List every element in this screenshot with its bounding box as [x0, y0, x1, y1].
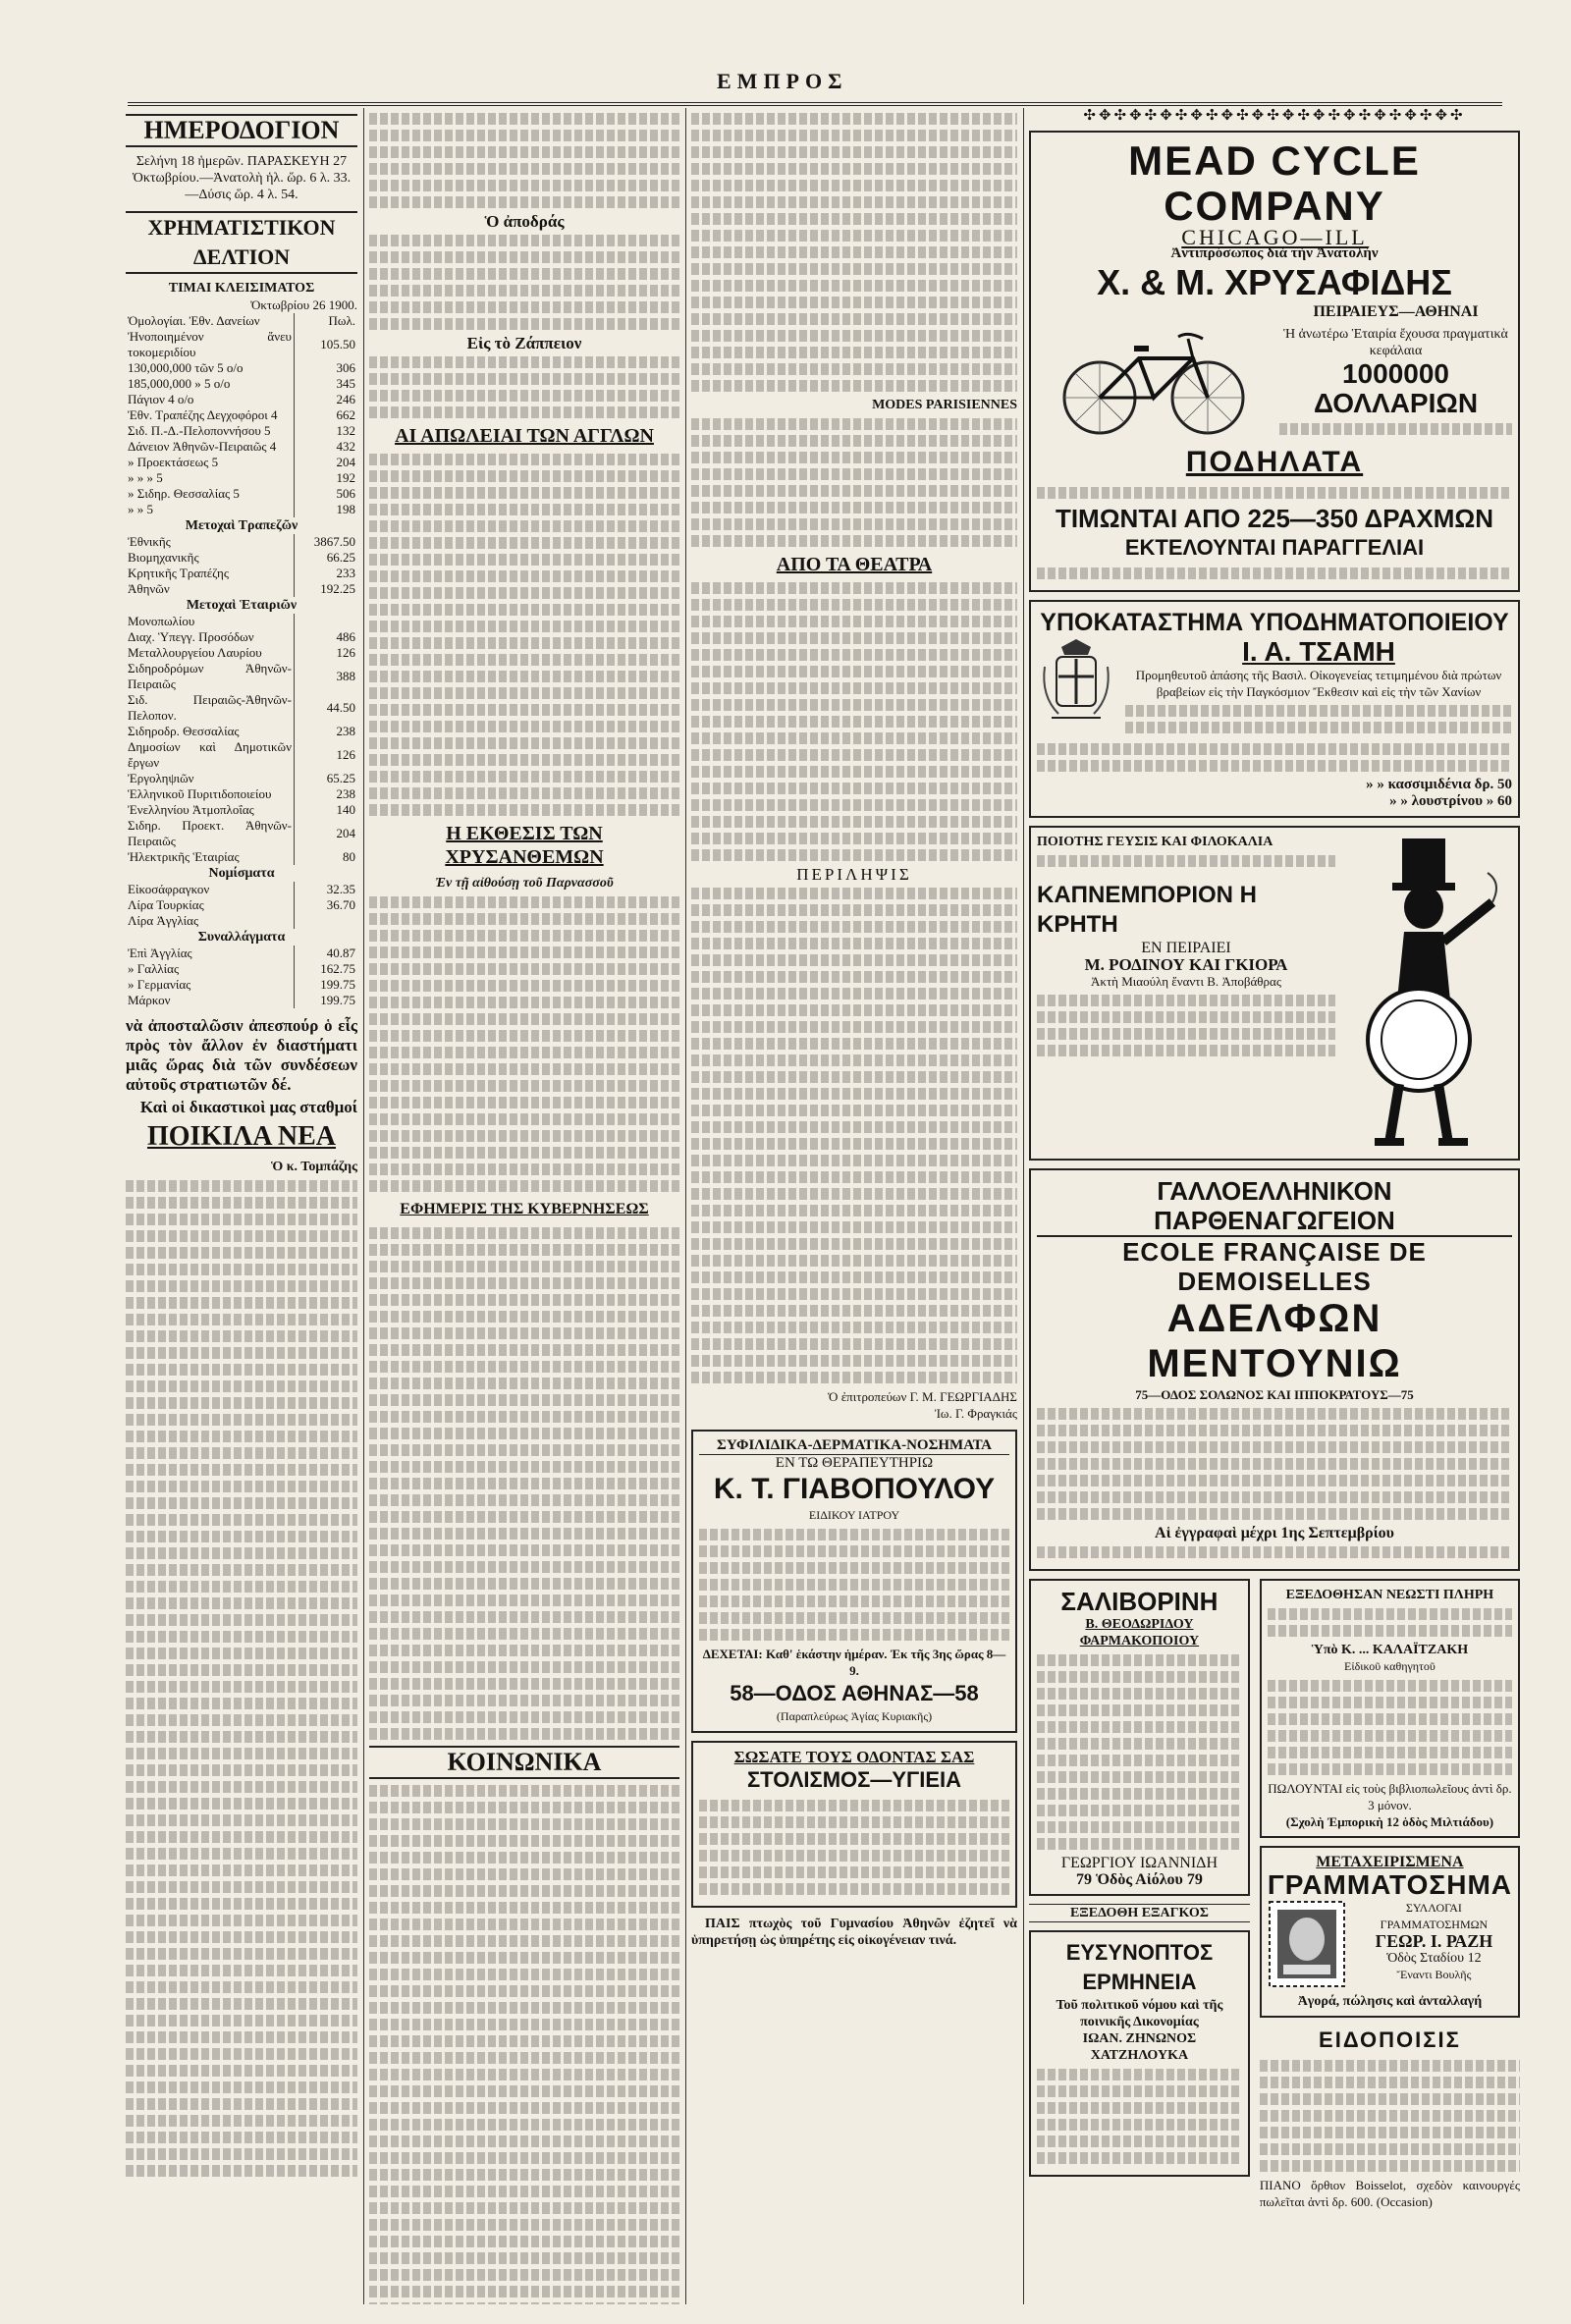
row-label: Βιομηχανικῆς: [128, 550, 199, 565]
row-label: Σιδηροδρ. Θεσσαλίας: [128, 724, 240, 738]
exchange-table: [126, 946, 357, 1008]
pharmacy-title: ΣΑΛΙΒΟΡΙΝΗ: [1060, 1587, 1219, 1616]
company-shares-table: [126, 614, 357, 865]
mead-cycle-ad: [1029, 131, 1520, 592]
row-label: Δάνειον Ἀθηνῶν-Πειραιῶς 4: [128, 439, 277, 454]
shoe-title: ΥΠΟΚΑΤΑΣΤΗΜΑ ΥΠΟΔΗΜΑΤΟΠΟΙΕΙΟΥ: [1040, 609, 1509, 636]
row-label: Ἐπὶ Ἀγγλίας: [128, 946, 192, 960]
judges-heading: Καὶ οἱ δικαστικοὶ μας σταθμοί: [139, 1098, 357, 1116]
shoe-price-2: » » λουστρίνου » 60: [1389, 793, 1512, 809]
row-value: [295, 614, 358, 629]
table-row: [126, 423, 357, 439]
doctor-specialty: ΕΙΔΙΚΟΥ ΙΑΤΡΟΥ: [808, 1508, 900, 1522]
market-date: Ὀκτωβρίου 26 1900.: [250, 297, 357, 312]
signature-name: Ἰω. Γ. Φραγκιάς: [934, 1406, 1017, 1421]
books-author: Ὑπὸ Κ. ... ΚΑΛΑΪΤΖΑΚΗ: [1311, 1643, 1469, 1657]
tobacco-address: Ἀκτὴ Μιαούλη ἔναντι Β. Ἀποβάθρας: [1091, 974, 1281, 989]
doctor-ad-sub: ΕΝ ΤΩ ΘΕΡΑΠΕΥΤΗΡΙΩ: [775, 1455, 934, 1471]
row-value: 199.75: [295, 993, 358, 1008]
table-row: [126, 977, 357, 993]
shoe-ad: [1029, 600, 1520, 818]
mead-capital: 1000000 ΔΟΛΛΑΡΙΩΝ: [1313, 358, 1479, 418]
section-chrysanthemum: Η ΕΚΘΕΣΙΣ ΤΩΝ ΧΡΥΣΑΝΘΕΜΩΝ: [445, 823, 604, 868]
masthead: [128, 69, 1502, 106]
varia-subtitle: Ὁ κ. Τομπάζης: [271, 1160, 357, 1174]
row-value: 246: [295, 392, 358, 407]
row-label: 185,000,000 » 5 ο/ο: [128, 376, 231, 391]
row-value: Πωλ.: [295, 313, 358, 329]
row-value: 126: [295, 739, 358, 771]
row-label: Ἀθηνῶν: [128, 581, 170, 596]
row-label: Μεταλλουργείου Λαυρίου: [128, 645, 262, 660]
company-shares-heading: Μετοχαὶ Ἑταιριῶν: [186, 598, 298, 613]
table-row: [126, 771, 357, 786]
teeth-title: ΣΩΣΑΤΕ ΤΟΥΣ ΟΔΟΝΤΑΣ ΣΑΣ: [733, 1748, 975, 1766]
row-value: 192: [295, 470, 358, 486]
row-label: Ἠλεκτρικῆς Ἑταιρίας: [128, 849, 240, 864]
notice-text: νὰ ἀποσταλῶσιν ἀπεσπούρ ὁ εἷς πρὸς τὸν ἄλλον ἐν διαστήματι μιᾶς ὥρας διὰ τῶν συνδέσεων αὐτοῦς στρατιωτῶν δέ.: [126, 1016, 357, 1094]
table-row: [126, 802, 357, 818]
section-british-losses: ΑΙ ΑΠΩΛΕΙΑΙ ΤΩΝ ΑΓΓΛΩΝ: [395, 425, 654, 447]
row-label: Ἐνελληνίου Ἀτμοπλοΐας: [128, 802, 254, 817]
shoe-text: Προμηθευτοῦ ἁπάσης τῆς Βασιλ. Οἰκογενείας τετιμημένου διὰ πρώτων βραβείων εἰς τὴν Παγκόσμιον Ἔκθεσιν καὶ εἰς τὴν τῶν Χανίων: [1135, 668, 1502, 699]
teeth-ad: [691, 1741, 1017, 1908]
section-theatres: ΑΠΟ ΤΑ ΘΕΑΤΡΑ: [776, 554, 933, 575]
table-row: [126, 724, 357, 739]
table-row: [126, 849, 357, 865]
translation-sub: Τοῦ πολιτικοῦ νόμου καὶ τῆς ποινικῆς Δικονομίας: [1056, 1998, 1223, 2029]
translation-ad: [1029, 1930, 1250, 2177]
row-value: 192.25: [295, 581, 358, 597]
row-label: » Προεκτάσεως 5: [128, 455, 219, 469]
mead-place: ΠΕΙΡΑΙΕΥΣ—ΑΘΗΝΑΙ: [1313, 303, 1479, 320]
pharmacy-owner: ΓΕΩΡΓΙΟΥ ΙΩΑΝΝΙΔΗ: [1060, 1855, 1219, 1871]
table-row: [126, 439, 357, 455]
table-row: [126, 470, 357, 486]
teeth-subtitle: ΣΤΟΛΙΣΜΟΣ—ΥΓΙΕΙΑ: [746, 1767, 962, 1792]
pharmacy-address: 79 Ὁδὸς Αἰόλου 79: [1076, 1871, 1203, 1888]
mead-firm: Χ. & Μ. ΧΡΥΣΑΦΙΔΗΣ: [1097, 262, 1452, 302]
mead-price: ΤΙΜΩΝΤΑΙ ΑΠΟ 225—350 ΔΡΑΧΜΩΝ: [1055, 504, 1494, 533]
row-value: 233: [295, 566, 358, 581]
varia-title: ΠΟΙΚΙΛΑ ΝΕΑ: [147, 1121, 336, 1152]
row-label: Ὁμολογίαι. Ἐθν. Δανείων: [128, 313, 260, 328]
stamps-address-2: Ἔναντι Βουλῆς: [1396, 1968, 1472, 1981]
column-rule: [685, 108, 686, 2304]
row-label: Δημοσίων καὶ Δημοτικῶν ἔργων: [128, 739, 292, 770]
school-ad: [1029, 1168, 1520, 1571]
row-label: Σιδηρ. Προεκτ. Ἀθηνῶν-Πειραιῶς: [128, 818, 292, 848]
table-row: [126, 897, 357, 913]
exchange-heading: Συναλλάγματα: [197, 930, 286, 945]
currency-table: [126, 882, 357, 929]
table-row: [126, 407, 357, 423]
ornament-border: ✣✥✣✥✣✥✣✥✣✥✣✥✣✥✣✥✣✥✣✥✣✥✣✥✣: [1083, 108, 1466, 124]
stamps-title: ΜΕΤΑΧΕΙΡΙΣΜΕΝΑ: [1316, 1854, 1464, 1870]
tobacco-intro: ΠΟΙΟΤΗΣ ΓΕΥΣΙΣ ΚΑΙ ΦΙΛΟΚΑΛΙΑ: [1037, 835, 1273, 849]
table-row: [126, 614, 357, 629]
table-row: [126, 629, 357, 645]
table-row: [126, 818, 357, 849]
books-school: (Σχολὴ Ἐμπορικὴ 12 ὁδὸς Μιλτιάδου): [1285, 1814, 1494, 1829]
section-social: ΚΟΙΝΩΝΙΚΑ: [369, 1746, 679, 1779]
drummer-illustration: [1345, 834, 1512, 1148]
stamps-shop: ΣΥΛΛΟΓΑΙ ΓΡΑΜΜΑΤΟΣΗΜΩΝ: [1380, 1901, 1489, 1931]
guardian-name: Ὁ ἐπιτροπεύων Γ. Μ. ΓΕΩΡΓΙΑΔΗΣ: [828, 1389, 1017, 1404]
row-label: Ἐργοληψιῶν: [128, 771, 194, 785]
shoe-name: Ι. Α. ΤΣΑΜΗ: [1242, 636, 1395, 667]
piano-notice: ΠΙΑΝΟ ὄρθιον Boisselot, σχεδὸν καινουργές πωλεῖται ἀντὶ δρ. 600. (Occasion): [1259, 2178, 1520, 2209]
row-value: 238: [295, 786, 358, 802]
chrysanthemum-sub: Ἐν τῇ αἰθούσῃ τοῦ Παρνασσοῦ: [435, 876, 614, 891]
zappeion-heading: Εἰς τὸ Ζάππειον: [466, 334, 582, 352]
mead-cycles: ΠΟΔΗΛΑΤΑ: [1185, 446, 1364, 478]
school-address: 75—ΟΔΟΣ ΣΟΛΩΝΟΣ ΚΑΙ ΙΠΠΟΚΡΑΤΟΥΣ—75: [1135, 1387, 1414, 1402]
row-label: Σιδ. Πειραιῶς-Ἀθηνῶν-Πελοπον.: [128, 692, 292, 723]
mead-title: MEAD CYCLE COMPANY: [1128, 137, 1421, 229]
currency-heading: Νομίσματα: [208, 866, 275, 881]
row-value: 204: [295, 455, 358, 470]
row-label: Λίρα Τουρκίας: [128, 897, 204, 912]
table-row: [126, 329, 357, 360]
market-subtitle: ΤΙΜΑΙ ΚΛΕΙΣΙΜΑΤΟΣ: [168, 281, 315, 296]
row-value: 388: [295, 661, 358, 692]
row-label: Πάγιον 4 ο/ο: [128, 392, 194, 406]
notices-title: ΕΙΔΟΠΟΙΣΙΣ: [1319, 2027, 1461, 2052]
row-label: Διαχ. Ὑπεγγ. Προσόδων: [128, 629, 254, 644]
row-label: Σιδ. Π.-Δ.-Πελοποννήσου 5: [128, 423, 271, 438]
table-row: [126, 692, 357, 724]
row-label: » Γερμανίας: [128, 977, 191, 992]
row-label: Λίρα Ἀγγλίας: [128, 913, 199, 928]
stamps-address: Ὁδὸς Σταδίου 12: [1386, 1951, 1482, 1966]
shoe-price-1: » » κασσιμιδένια δρ. 50: [1366, 777, 1512, 792]
row-value: 140: [295, 802, 358, 818]
section-summary: ΠΕΡΙΛΗΨΙΣ: [796, 865, 912, 884]
row-value: 44.50: [295, 692, 358, 724]
masthead-title: ΕΜΠΡΟΣ: [717, 69, 848, 93]
row-label: » » » 5: [128, 470, 163, 485]
row-label: Εἰκοσάφραγκον: [128, 882, 210, 896]
tobacco-title: ΚΑΠΝΕΜΠΟΡΙΟΝ Η ΚΡΗΤΗ: [1037, 882, 1258, 938]
row-value: 198: [295, 502, 358, 517]
doctor-ad-title: ΣΥΦΙΛΙΔΙΚΑ-ΔΕΡΜΑΤΙΚΑ-ΝΟΣΗΜΑΤΑ: [699, 1437, 1009, 1455]
row-value: 199.75: [295, 977, 358, 993]
row-value: 486: [295, 629, 358, 645]
row-label: Μονοπωλίου: [128, 614, 195, 628]
row-label: Ἐθνικῆς: [128, 534, 171, 549]
row-label: Ἑλληνικοῦ Πυριτιδοποιείου: [128, 786, 272, 801]
doctor-ad: [691, 1430, 1017, 1733]
school-name: ΑΔΕΛΦΩΝ ΜΕΝΤΟΥΝΙΩ: [1147, 1297, 1402, 1385]
almanac-text: Σελήνη 18 ἡμερῶν. ΠΑΡΑΣΚΕΥΗ 27 Ὀκτωβρίου.—Ἀνατολὴ ἡλ. ὥρ. 6 λ. 33.—Δύσις ὥρ. 4 λ. 54.: [132, 154, 352, 202]
table-row: [126, 993, 357, 1008]
row-label: Ἠνοποιημένον ἄνευ τοκομεριδίου: [128, 329, 292, 359]
published-now: ΕΞΕΔΟΘΗ ΕΞΑΓΚΟΣ: [1029, 1904, 1250, 1922]
row-value: 65.25: [295, 771, 358, 786]
row-label: Κρητικῆς Τραπέζης: [128, 566, 229, 580]
table-row: [126, 913, 357, 929]
row-label: 130,000,000 τῶν 5 ο/ο: [128, 360, 244, 375]
mead-capital-text: Ἡ ἀνωτέρω Ἑταιρία ἔχουσα πραγματικὰ κεφάλαια: [1283, 327, 1508, 358]
table-row: [126, 360, 357, 376]
school-french: ECOLE FRANÇAISE DE DEMOISELLES: [1122, 1237, 1427, 1296]
column-2: [369, 108, 679, 2304]
column-3: [691, 108, 1017, 2304]
doctor-address-note: (Παραπλεύρως Ἁγίας Κυριακῆς): [776, 1709, 933, 1723]
row-value: 306: [295, 360, 358, 376]
row-value: 662: [295, 407, 358, 423]
table-row: [126, 455, 357, 470]
stamps-trade: Ἀγορά, πώλησις καὶ ἀνταλλαγή: [1297, 1994, 1483, 2009]
row-value: 36.70: [295, 897, 358, 913]
row-value: 80: [295, 849, 358, 865]
row-value: 132: [295, 423, 358, 439]
column-rule: [1023, 108, 1024, 2304]
table-row: [126, 566, 357, 581]
table-row: [126, 502, 357, 517]
row-label: Μάρκον: [128, 993, 171, 1007]
table-row: [126, 946, 357, 961]
books-sub: Εἰδικοῦ καθηγητοῦ: [1344, 1659, 1436, 1673]
market-title: ΧΡΗΜΑΤΙΣΤΙΚΟΝ ΔΕΛΤΙΟΝ: [126, 211, 357, 274]
column-rule: [363, 108, 364, 2304]
bond-table: [126, 313, 357, 517]
stamps-owner: ΓΕΩΡ. Ι. ΡΑΖΗ: [1375, 1931, 1493, 1951]
translation-title: ΕΥΣΥΝΟΠΤΟΣ ΕΡΜΗΝΕΙΑ: [1065, 1940, 1214, 1994]
section-gazette: ΕΦΗΜΕΡΙΣ ΤΗΣ ΚΥΒΕΡΝΗΣΕΩΣ: [400, 1201, 649, 1217]
translation-author: ΙΩΑΝ. ΖΗΝΩΝΟΣ ΧΑΤΖΗΛΟΥΚΑ: [1082, 2031, 1197, 2063]
table-row: [126, 961, 357, 977]
table-row: [126, 645, 357, 661]
school-registration: Αἱ ἐγγραφαὶ μέχρι 1ης Σεπτεμβρίου: [1155, 1525, 1394, 1541]
table-row: [126, 786, 357, 802]
row-value: 506: [295, 486, 358, 502]
row-value: 432: [295, 439, 358, 455]
pharmacy-ad: [1029, 1579, 1250, 1896]
table-row: [126, 661, 357, 692]
pharmacy-name: Β. ΘΕΟΔΩΡΙΔΟΥ ΦΑΡΜΑΚΟΠΟΙΟΥ: [1079, 1617, 1200, 1648]
doctor-name: Κ. Τ. ΓΙΑΒΟΠΟΥΛΟΥ: [713, 1473, 996, 1505]
row-value: 345: [295, 376, 358, 392]
table-row: [126, 313, 357, 329]
row-value: [295, 913, 358, 929]
bank-shares-table: [126, 534, 357, 597]
row-value: 66.25: [295, 550, 358, 566]
tobacco-owner: Μ. ΡΟΔΙΝΟΥ ΚΑΙ ΓΚΙΟΡΑ: [1084, 955, 1288, 974]
stamps-ad: [1260, 1846, 1520, 2018]
column-4: [1029, 108, 1520, 2304]
escape-heading: Ὁ ἀποδράς: [484, 212, 565, 231]
table-row: [126, 882, 357, 897]
royal-crest-icon: [1037, 637, 1115, 726]
almanac-title: ΗΜΕΡΟΔΟΓΙΟΝ: [126, 114, 357, 147]
table-row: [126, 739, 357, 771]
row-label: Σιδηροδρόμων Ἀθηνῶν-Πειραιῶς: [128, 661, 292, 691]
bicycle-illustration: [1056, 309, 1252, 437]
doctor-hours: ΔΕΧΕΤΑΙ: Καθ' ἑκάστην ἡμέραν. Ἐκ τῆς 3ης ὥρας 8—9.: [702, 1647, 1006, 1678]
row-value: 40.87: [295, 946, 358, 961]
tobacco-ad: [1029, 826, 1520, 1161]
tobacco-place: ΕΝ ΠΕΙΡΑΙΕΙ: [1141, 940, 1231, 956]
mead-city: CHICAGO—ILL: [1181, 225, 1368, 249]
row-label: » » 5: [128, 502, 153, 516]
books-price: ΠΩΛΟΥΝΤΑΙ εἰς τοὺς βιβλιοπωλεῖους ἀντὶ δρ. 3 μόνον.: [1268, 1781, 1512, 1812]
school-title: ΓΑΛΛΟΕΛΛΗΝΙΚΟΝ ΠΑΡΘΕΝΑΓΩΓΕΙΟΝ: [1037, 1176, 1512, 1237]
books-ad: [1260, 1579, 1520, 1838]
table-row: [126, 376, 357, 392]
row-label: » Γαλλίας: [128, 961, 180, 976]
row-value: 105.50: [295, 329, 358, 360]
table-row: [126, 486, 357, 502]
row-label: » Σιδηρ. Θεσσαλίας 5: [128, 486, 240, 501]
mead-orders: ΕΚΤΕΛΟΥΝΤΑΙ ΠΑΡΑΓΓΕΛΙΑΙ: [1124, 535, 1425, 560]
row-value: 162.75: [295, 961, 358, 977]
bank-shares-heading: Μετοχαὶ Τραπεζῶν: [185, 518, 298, 533]
table-row: [126, 550, 357, 566]
table-row: [126, 534, 357, 550]
row-label: Ἐθν. Τραπέζης Δεγχοφόροι 4: [128, 407, 278, 422]
doctor-address: 58—ΟΔΟΣ ΑΘΗΝΑΣ—58: [730, 1681, 979, 1705]
row-value: 204: [295, 818, 358, 849]
modes-parisiennes: MODES PARISIENNES: [872, 398, 1017, 412]
stamps-main: ΓΡΑΜΜΑΤΟΣΗΜΑ: [1267, 1869, 1512, 1900]
row-value: 238: [295, 724, 358, 739]
stamp-illustration: [1268, 1900, 1346, 1988]
row-value: 126: [295, 645, 358, 661]
row-value: 32.35: [295, 882, 358, 897]
table-row: [126, 392, 357, 407]
column-1: [126, 108, 357, 2304]
row-value: 3867.50: [295, 534, 358, 550]
teeth-text: ΠΑΙΣ πτωχὸς τοῦ Γυμνασίου Ἀθηνῶν ἐζητεῖ νὰ ὑπηρετήσῃ ὡς ὑπηρέτης εἰς οἰκογένειαν τινά.: [691, 1917, 1017, 1948]
table-row: [126, 581, 357, 597]
mead-representative: Ἀντιπρόσωπος διὰ τὴν Ἀνατολήν: [1170, 245, 1379, 261]
books-title: ΕΞΕΔΟΘΗΣΑΝ ΝΕΩΣΤΙ ΠΛΗΡΗ: [1285, 1588, 1494, 1602]
